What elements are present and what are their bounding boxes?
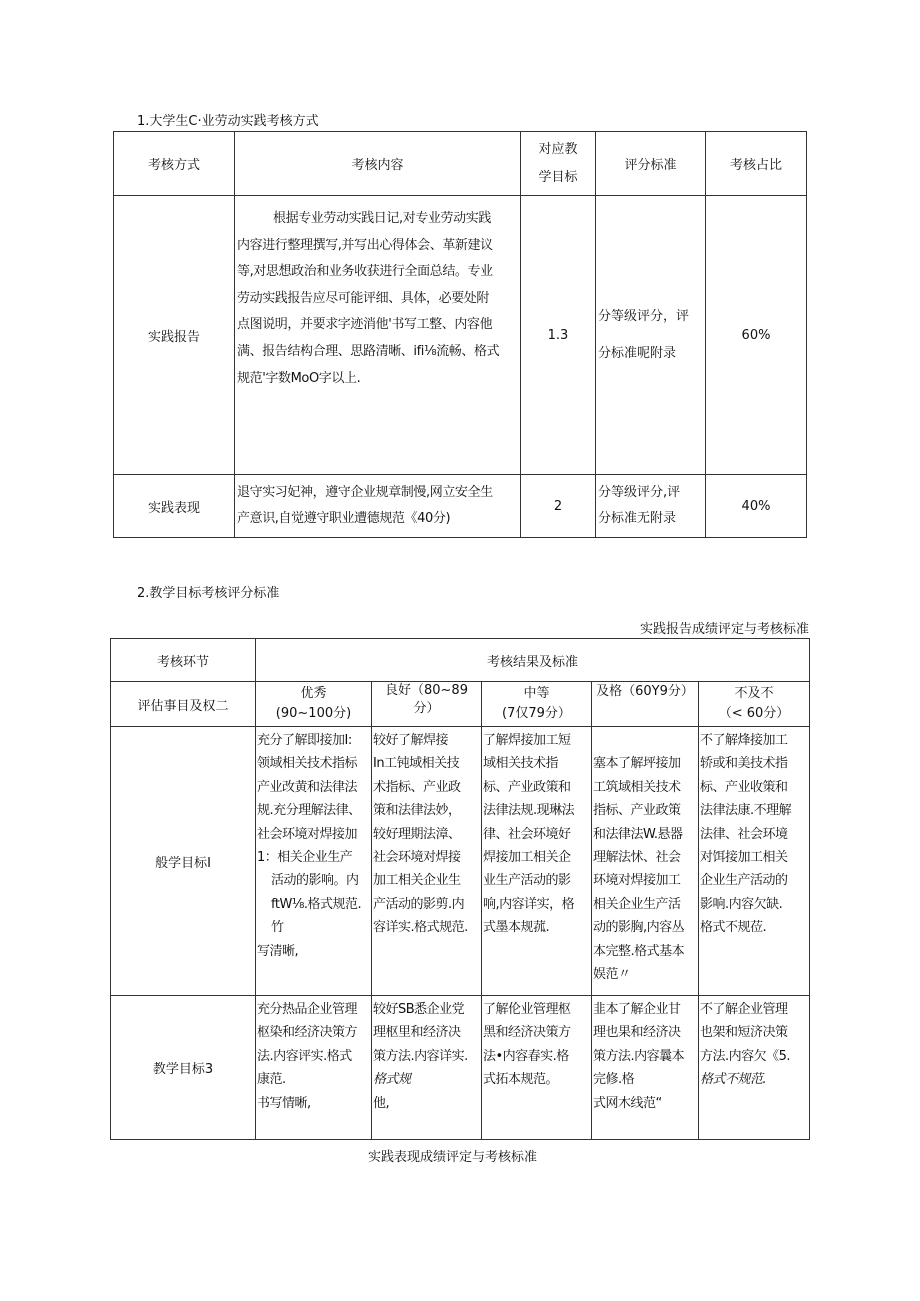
header-standard: 评分标准 [596, 132, 706, 196]
cell-line: 了解伦业管理枢 [483, 1002, 571, 1017]
cell-line: 充分了解即接加I: [257, 733, 352, 748]
cell-line: 标、产业政策和 [483, 779, 571, 795]
grade-label: 及格（60Y9分） [596, 684, 694, 699]
cell-line: 轿或和美技术指 [700, 756, 788, 772]
cell-line: 方法.内容欠《5. [700, 1048, 791, 1064]
cell-line: 较好SB悉企业党 [373, 1002, 465, 1017]
grade-range: （< 60分） [718, 706, 790, 721]
cell-line: 术指标、产业政 [373, 779, 461, 795]
grade-label: 中等 [523, 686, 550, 701]
standard-line: 分等级评分，评 [598, 309, 690, 324]
content-line: 劳动实践报告应尽可能评细、具体，必要处附 [237, 290, 490, 306]
row-method: 实践表现 [114, 475, 235, 538]
cell-line: 环境对焊接加工 [593, 873, 681, 889]
cell-line: 理解法怵、社会 [593, 850, 681, 866]
grade-cell-good [372, 727, 482, 996]
cell-line: 也架和短济决策 [700, 1025, 788, 1041]
grade-cell-pass [592, 727, 699, 996]
cell-line: 枢染和经济决策方 [257, 1025, 358, 1041]
report-grading-caption: 实践报告成绩评定与考核标准 [639, 622, 809, 637]
cell-line: 焊接加工相关企 [483, 850, 571, 866]
grade-good [372, 682, 482, 727]
cell-line: 策和法律法妙， [373, 803, 461, 819]
row-method: 实践报告 [114, 196, 235, 475]
standard-line: 分标准无附录 [598, 511, 677, 526]
cell-line: 较好了解焊接 [373, 733, 449, 748]
content-line: 点图说明，并要求字迹消他'书写工整、内容他 [237, 317, 493, 333]
cell-line: 不了解烽接加工 [700, 733, 788, 748]
grade-pass [592, 682, 699, 727]
cell-line: 格式不规莅. [700, 920, 767, 936]
cell-line: 律、社会环境好 [483, 826, 571, 842]
assessment-method-table [113, 131, 807, 538]
header-method: 考核方式 [114, 132, 235, 196]
header-goal [521, 132, 596, 196]
cell-line: 策方法.内容曩本 [593, 1048, 685, 1064]
header-ratio: 考核占比 [706, 132, 807, 196]
cell-line: 韭本了解企业甘 [593, 1002, 681, 1017]
grade-cell-fail [699, 727, 810, 996]
cell-line: 理也果和经济决 [593, 1025, 681, 1041]
row-content [235, 475, 521, 538]
cell-line: 格式不规范. [700, 1072, 767, 1088]
cell-line: 书写情晰, [257, 1095, 311, 1111]
cell-line: 和法律法W.悬器 [593, 826, 683, 842]
cell-line: 充分热品企业管理 [257, 1002, 358, 1017]
cell-line: 式拓本规范。 [483, 1072, 559, 1088]
content-line: 根据专业劳动实践日记,对专业劳动实践 [273, 211, 491, 226]
table1-header-row [114, 132, 807, 196]
cell-line: 产业改黄和法律法 [257, 779, 358, 795]
cell-line: 响,内容详实，格 [483, 896, 575, 912]
cell-line: 规.充分理解法律、 [257, 803, 361, 819]
cell-line: 域相关技术指 [483, 756, 559, 772]
cell-line: 相关企业生产活 [593, 896, 681, 912]
cell-line: 娱范〃 [593, 967, 631, 983]
header-content: 考核内容 [235, 132, 521, 196]
cell-line: 他, [373, 1095, 390, 1111]
grade-cell-excellent [256, 727, 372, 996]
grade-excellent [256, 682, 372, 727]
cell-line: 影响.内容欠缺. [700, 896, 783, 912]
grade-cell-excellent [256, 996, 372, 1140]
cell-line: 领域相关技术指标 [257, 756, 358, 772]
table2-header-row2 [111, 682, 810, 727]
header-item: 评估事目及权二 [111, 682, 256, 727]
content-line: 满、报告结构合理、思路清晰、ifi⅛流畅、格式 [237, 343, 500, 359]
row-standard [596, 196, 706, 475]
grade-label: 优秀 [300, 686, 327, 701]
row-goal-label: 般学目标I [111, 727, 256, 996]
header-goal-line1: 对应教 [538, 141, 578, 157]
table2-header-row1 [111, 639, 810, 682]
row-goal: 2 [521, 475, 596, 538]
content-line: 退守实习妃神，遵守企业规章制慢,网立安全生 [237, 485, 493, 500]
cell-line: 式墨本规菰. [483, 920, 550, 936]
cell-line: 塞本了解坪接加 [593, 756, 681, 772]
cell-line: 格式规 [373, 1072, 411, 1088]
header-results: 考核结果及标准 [256, 639, 810, 682]
cell-line: 企业生产活动的 [700, 873, 788, 889]
cell-line: 产活动的影剪.内 [373, 896, 465, 912]
cell-line: 不了解企业管理 [700, 1002, 788, 1017]
grade-range: 分） [413, 701, 440, 716]
cell-line: 容详实.格式规范. [373, 920, 468, 936]
grade-fail [699, 682, 810, 727]
content-line: 内容进行整理撰写,并写出心得体会、革新建议 [237, 237, 493, 253]
cell-line: ftW⅛.格式规范.竹 [271, 896, 362, 936]
grade-cell-fail [699, 996, 810, 1140]
cell-line: 康范. [257, 1072, 286, 1088]
content-line: 等,对思想政治和业务收获进行全面总结。专业 [237, 264, 493, 280]
cell-line: 法律、社会环境 [700, 826, 788, 842]
table-row [111, 996, 810, 1140]
cell-line: 业生产活动的影 [483, 873, 571, 889]
cell-line: 式网木线范“ [593, 1095, 662, 1111]
cell-line: 了解焊接加工短 [483, 733, 571, 748]
grade-label: 不及不 [734, 686, 774, 701]
content-line: 产意识,自觉遵守职业遭德规范《40分) [237, 511, 451, 526]
grade-range: (7仅79分） [502, 706, 571, 721]
grading-standard-table [110, 638, 810, 1140]
cell-line: 工筑域相关技术 [593, 779, 681, 795]
table-row [111, 727, 810, 996]
standard-line: 分标准呢附录 [598, 346, 677, 361]
cell-line: 本完整.格式基本 [593, 943, 685, 959]
table-row [114, 196, 807, 475]
cell-line: 理枢里和经济决 [373, 1025, 461, 1041]
table-row [114, 475, 807, 538]
grade-cell-medium [482, 727, 592, 996]
cell-line: 法律法康.不理解 [700, 803, 792, 819]
cell-line: 1：相关企业生产 [257, 850, 353, 866]
cell-line: 加工相关企业生 [373, 873, 461, 889]
grade-range: (90~100分) [275, 706, 352, 721]
content-line: 规范'字数MoO字以上. [237, 370, 361, 386]
performance-grading-caption: 实践表现成绩评定与考核标准 [368, 1150, 538, 1165]
cell-line: 社会环境对焊接 [373, 850, 461, 866]
cell-line: 动的影胸,内容丛 [593, 920, 685, 936]
cell-line: 写清晰, [257, 943, 299, 959]
cell-line: 法.内容评实.格式 [257, 1048, 352, 1064]
cell-line: 法•内容春实.格 [483, 1048, 569, 1064]
row-ratio: 60% [706, 196, 807, 475]
cell-line: 对饵接加工相关 [700, 850, 788, 866]
standard-line: 分等级评分,评 [598, 485, 681, 500]
cell-line: 黑和经济决策方 [483, 1025, 571, 1041]
cell-line: In工钝域相关技 [373, 756, 460, 772]
section1-heading: 1.大学生C·业劳动实践考核方式 [137, 114, 319, 129]
header-goal-line2: 学目标 [538, 169, 578, 185]
row-ratio: 40% [706, 475, 807, 538]
cell-line: 策方法.内容详实. [373, 1048, 468, 1064]
cell-line: 社会环境对焊接加 [257, 826, 358, 842]
cell-line: 完修.格 [593, 1072, 635, 1088]
cell-line: 指标、产业政策 [593, 803, 681, 819]
cell-line: 活动的影响。内 [271, 873, 359, 889]
grade-cell-good [372, 996, 482, 1140]
row-content [235, 196, 521, 475]
cell-line: 法律法规.现琳法 [483, 803, 575, 819]
cell-line: 较好理期法漳、 [373, 826, 461, 842]
section2-heading: 2.教学目标考核评分标准 [137, 586, 280, 601]
grade-cell-pass [592, 996, 699, 1140]
cell-line: 标、产业收策和 [700, 779, 788, 795]
grade-medium [482, 682, 592, 727]
row-standard [596, 475, 706, 538]
row-goal-label: 教学目标3 [111, 996, 256, 1140]
grade-label: 良好（80~89 [385, 683, 468, 698]
header-stage: 考核环节 [111, 639, 256, 682]
grade-cell-medium [482, 996, 592, 1140]
row-goal: 1.3 [521, 196, 596, 475]
